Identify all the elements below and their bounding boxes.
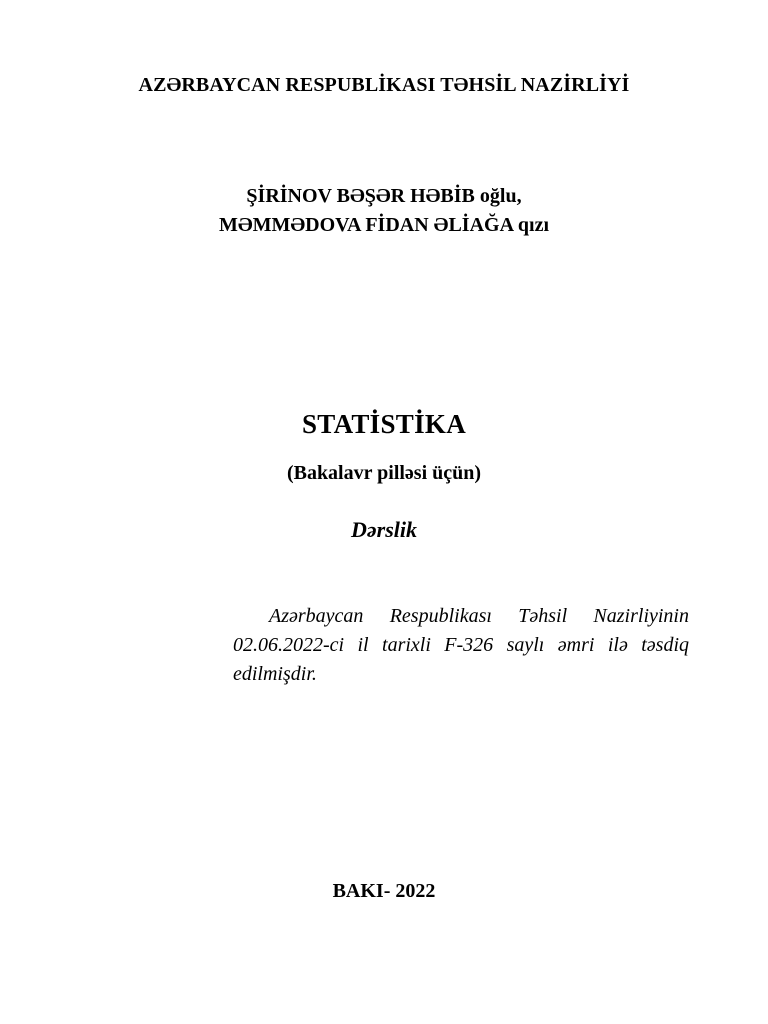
ministry-heading: AZƏRBAYCAN RESPUBLİKASI TƏHSİL NAZİRLİYİ	[138, 74, 630, 96]
author-2-suffix: qızı	[517, 214, 550, 236]
book-subtitle: (Bakalavr pilləsi üçün)	[286, 462, 482, 484]
author-2	[0, 214, 768, 237]
author-2-name: MƏMMƏDOVA FİDAN ƏLİAĞA	[218, 214, 513, 236]
city-year: BAKI- 2022	[332, 880, 436, 902]
author-1	[0, 185, 768, 208]
approval-note: Azərbaycan Respublikası Təhsil Nazirliyinin 02.06.2022-ci il tarixli F-326 saylı əmri ilə təsdiq edilmişdir.	[233, 605, 689, 685]
book-title: STATİSTİKA	[301, 409, 467, 439]
document-type: Dərslik	[351, 517, 417, 542]
author-1-name: ŞİRİNOV BƏŞƏR HƏBİB	[246, 185, 475, 207]
author-1-suffix: oğlu,	[479, 185, 522, 207]
